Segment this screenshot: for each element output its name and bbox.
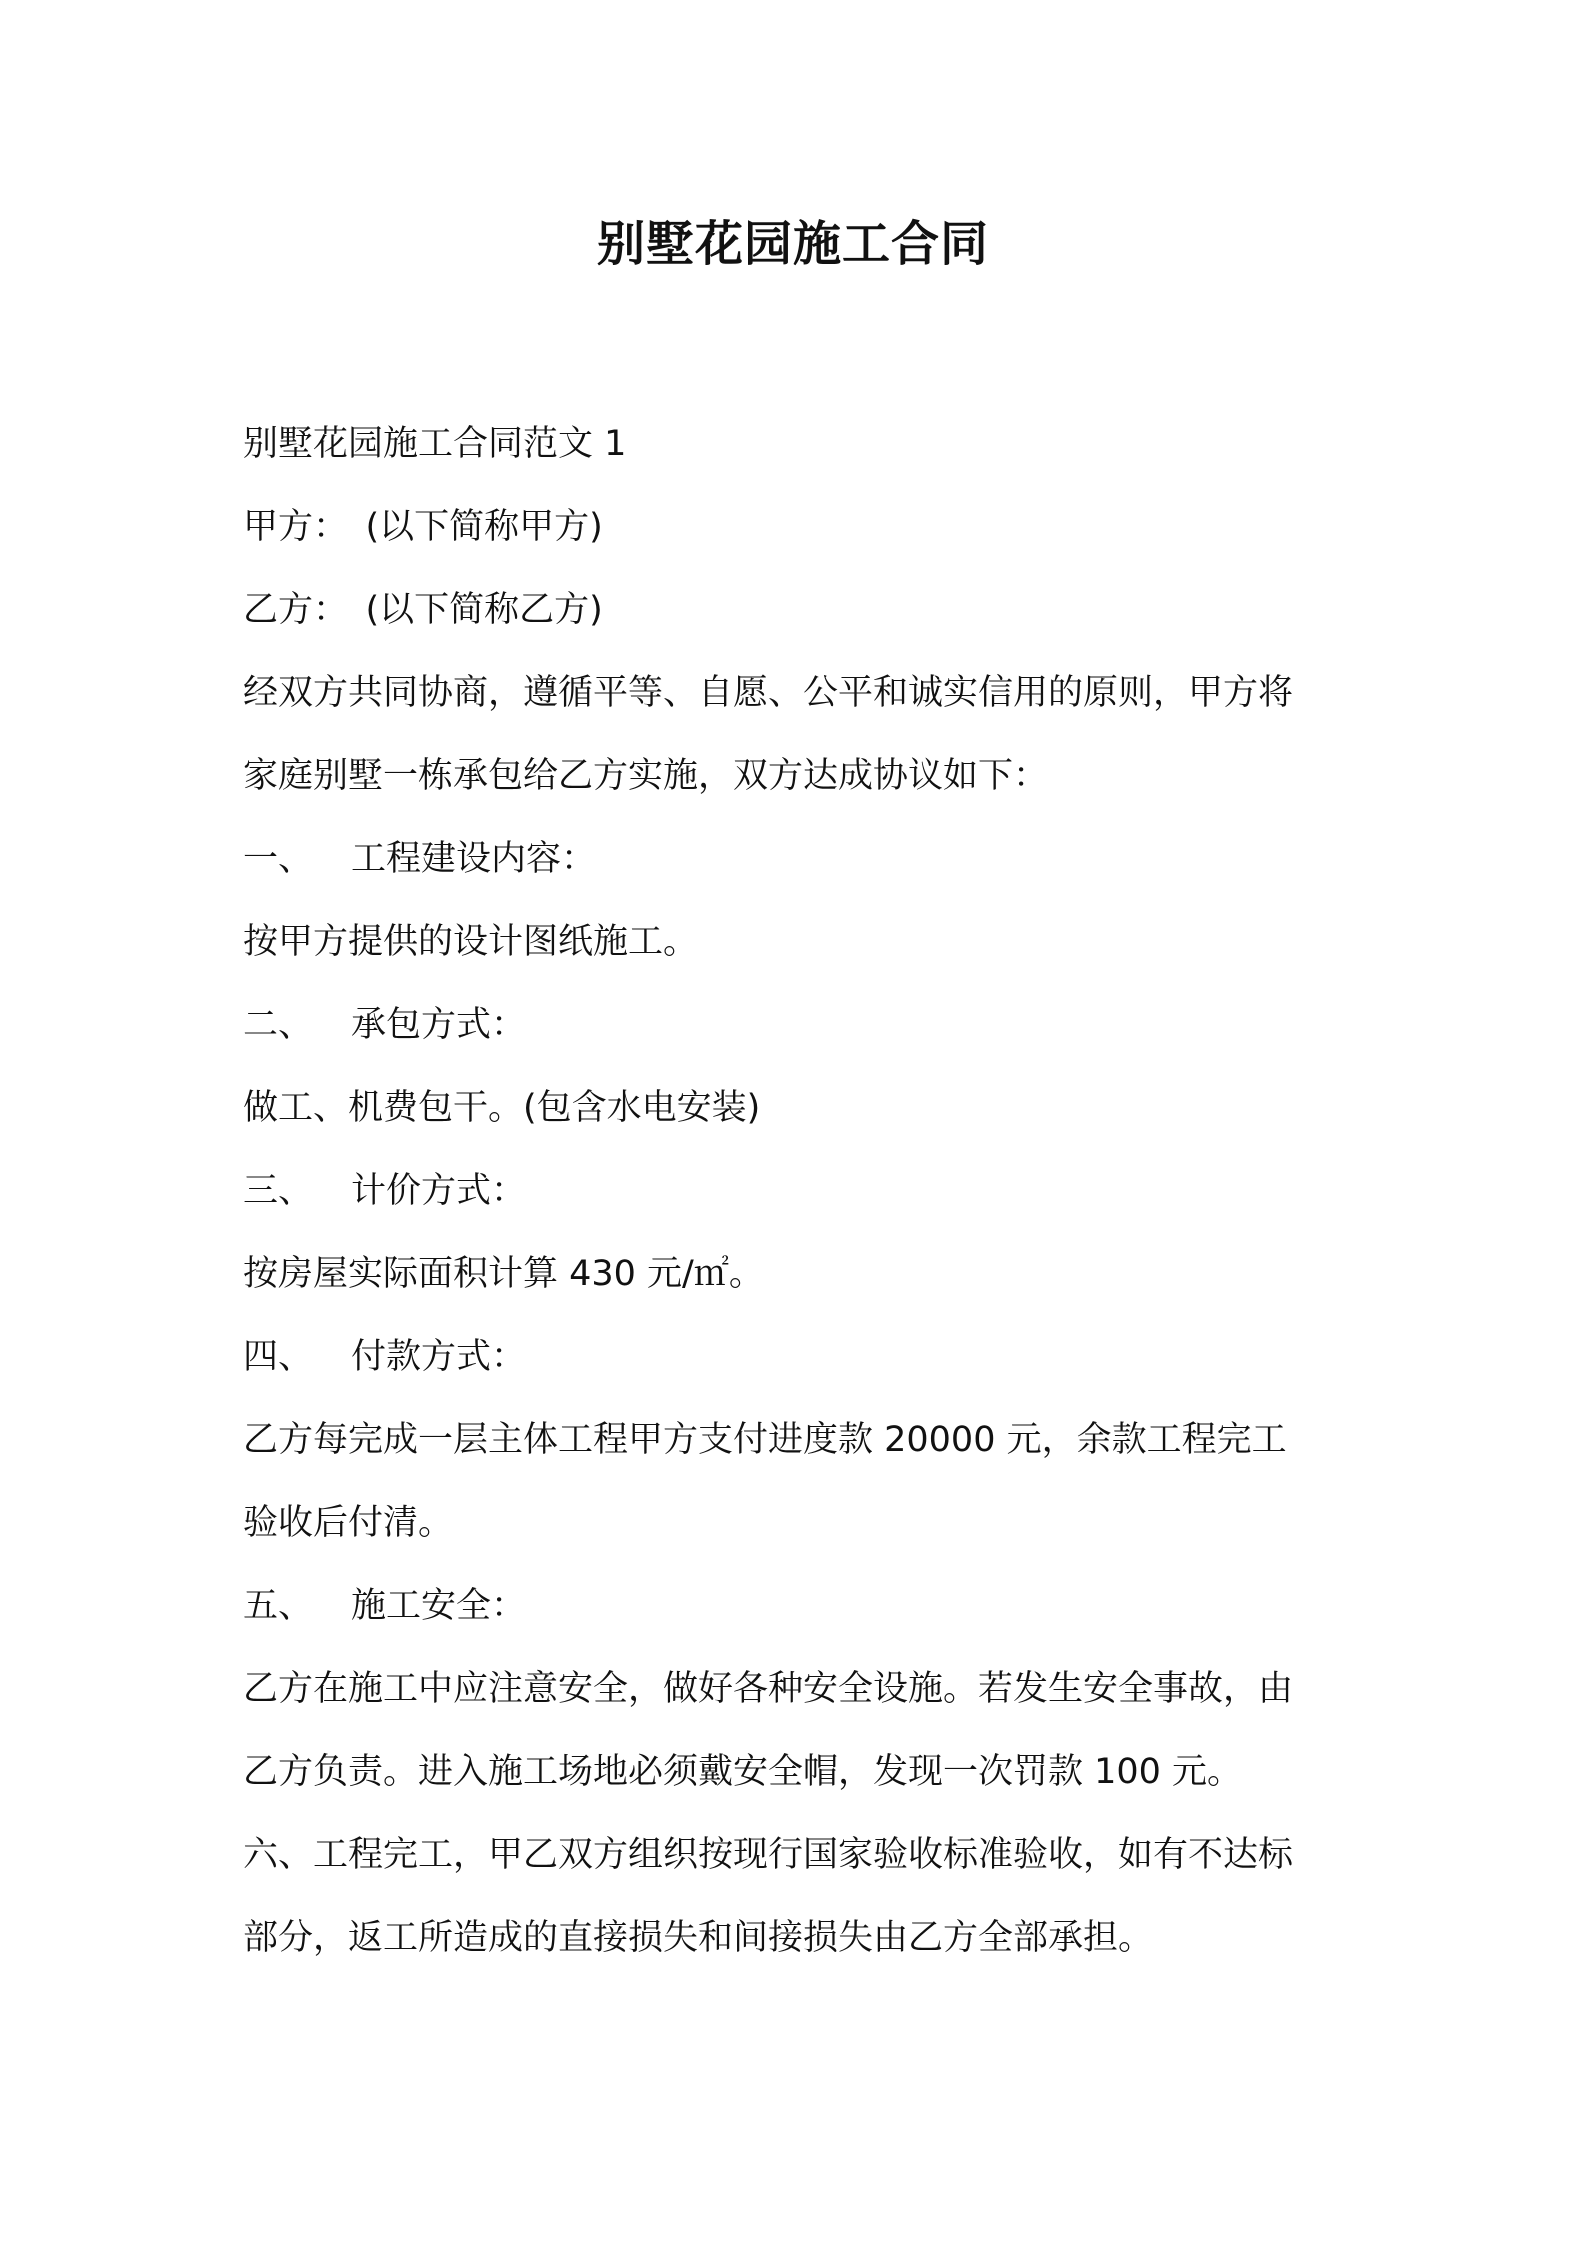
section-5-body-line-2: 乙方负责。进入施工场地必须戴安全帽，发现一次罚款 100 元。 <box>243 1752 1243 1792</box>
section-3-number: 三、 <box>243 1171 314 1211</box>
section-1-title: 工程建设内容： <box>351 839 597 879</box>
section-4-title: 付款方式： <box>351 1337 527 1377</box>
intro-line-2: 家庭别墅一栋承包给乙方实施，双方达成协议如下： <box>243 756 1049 796</box>
clause-6-line-2: 部分，返工所造成的直接损失和间接损失由乙方全部承担。 <box>243 1918 1154 1958</box>
section-4-heading <box>243 1316 1363 1399</box>
section-1-number: 一、 <box>243 839 314 879</box>
intro-line-1: 经双方共同协商，遵循平等、自愿、公平和诚实信用的原则，甲方将 <box>243 673 1294 713</box>
section-4-number: 四、 <box>243 1337 314 1377</box>
section-4-body-line-2: 验收后付清。 <box>243 1503 454 1543</box>
section-1-body: 按甲方提供的设计图纸施工。 <box>243 922 699 962</box>
section-2-heading <box>243 984 1363 1067</box>
section-4-body-line-1: 乙方每完成一层主体工程甲方支付进度款 20000 元，余款工程完工 <box>243 1420 1287 1460</box>
section-3-body: 按房屋实际面积计算 430 元/㎡。 <box>243 1254 764 1294</box>
section-5-body-line-1: 乙方在施工中应注意安全，做好各种安全设施。若发生安全事故，由 <box>243 1669 1294 1709</box>
document-body <box>243 403 1363 1980</box>
clause-6-line-1: 六、工程完工，甲乙双方组织按现行国家验收标准验收，如有不达标 <box>243 1835 1294 1875</box>
document-subtitle: 别墅花园施工合同范文 1 <box>243 424 627 464</box>
section-1-heading <box>243 818 1363 901</box>
section-3-title: 计价方式： <box>351 1171 527 1211</box>
section-5-title: 施工安全： <box>351 1586 527 1626</box>
party-a-line: 甲方： (以下简称甲方) <box>243 507 603 547</box>
section-2-title: 承包方式： <box>351 1005 527 1045</box>
section-2-body: 做工、机费包干。(包含水电安装) <box>243 1088 761 1128</box>
section-3-heading <box>243 1150 1363 1233</box>
party-b-line: 乙方： (以下简称乙方) <box>243 590 603 630</box>
document-title: 别墅花园施工合同 <box>596 216 989 272</box>
section-5-number: 五、 <box>243 1586 314 1626</box>
section-2-number: 二、 <box>243 1005 314 1045</box>
section-5-heading <box>243 1565 1363 1648</box>
